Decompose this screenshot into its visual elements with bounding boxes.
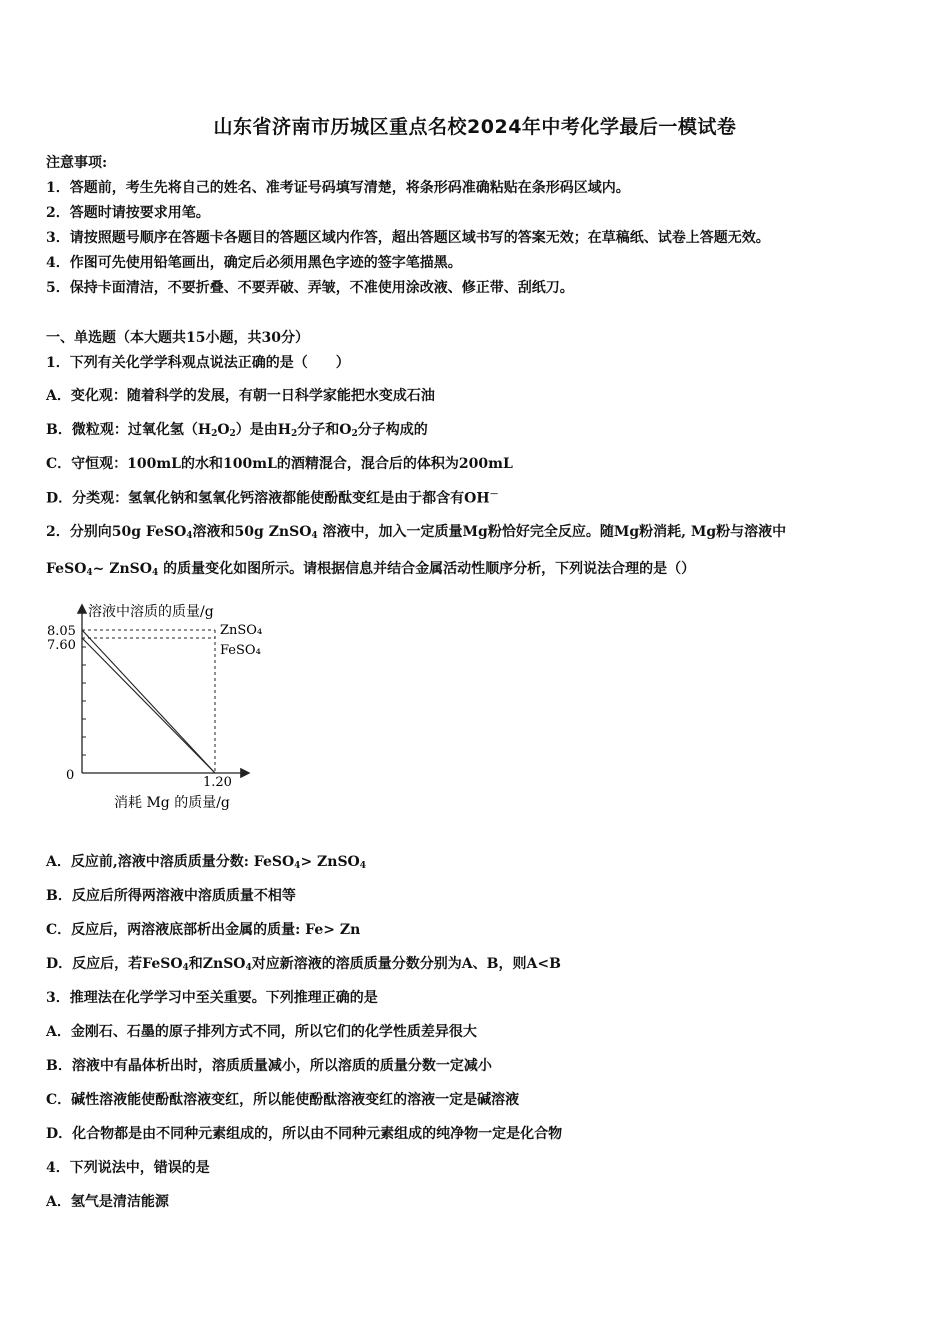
- section-heading: 一、单选题（本大题共15小题，共30分）: [46, 330, 309, 346]
- question-1-option-b: B．微粒观：过氧化氢$(H_2O_2)$是由$H_2$分子和$O_2$分子构成的: [46, 422, 428, 439]
- question-3-option-a: A．金刚石、石墨的原子排列方式不同，所以它们的化学性质差异很大: [46, 1024, 477, 1040]
- notice-header: 注意事项:: [46, 155, 108, 171]
- series-feso4-line: [82, 638, 215, 773]
- question-3-option-c: C．碱性溶液能使酚酞溶液变红，所以能使酚酞溶液变红的溶液一定是碱溶液: [46, 1092, 520, 1108]
- question-1-option-c: C．守恒观：100mL的水和100mL的酒精混合，混合后的体积为200mL: [46, 456, 513, 472]
- page-title: 山东省济南市历城区重点名校2024年中考化学最后一模试卷: [213, 116, 737, 138]
- question-1-option-d: D．分类观：氢氧化钠和氢氧化钙溶液都能使酚酞变红是由于都含有OH－: [46, 490, 499, 507]
- notice-item: 3．请按照题号顺序在答题卡各题目的答题区域内作答，超出答题区域书写的答案无效；在草稿纸、试卷上答题无效。: [46, 230, 770, 246]
- mass-chart: [40, 596, 290, 818]
- series-znso4-label: ZnSO₄: [220, 623, 263, 638]
- x-axis-label: 消耗 Mg 的质量/g: [114, 795, 230, 811]
- notice-item: 2．答题时请按要求用笔。: [46, 205, 210, 221]
- x-tick-label: 1.20: [203, 775, 232, 790]
- question-2-stem-line1: 2．分别向50g FeSO$_4$溶液和50g ZnSO$_4$ 溶液中，加入一定质量Mg粉恰好完全反应。随Mg粉消耗, Mg粉与溶液中: [46, 524, 787, 541]
- y-tick-label: 8.05: [47, 624, 76, 639]
- question-2-option-a: A．反应前,溶液中溶质质量分数: FeSO$_4$> ZnSO$_4$: [46, 854, 367, 871]
- question-4-option-a: A．氢气是清洁能源: [46, 1194, 169, 1210]
- series-znso4-line: [82, 630, 215, 773]
- question-1-option-a: A．变化观：随着科学的发展，有朝一日科学家能把水变成石油: [46, 388, 435, 404]
- notice-item: 1．答题前，考生先将自己的姓名、准考证号码填写清楚，将条形码准确粘贴在条形码区域内。: [46, 180, 630, 196]
- question-1-stem: 1．下列有关化学学科观点说法正确的是（ ）: [46, 355, 350, 371]
- question-2-stem-line2: FeSO$_4$~ ZnSO$_4$ 的质量变化如图所示。请根据信息并结合金属活动性顺序分析，下列说法合理的是（）: [46, 561, 696, 578]
- question-3-stem: 3．推理法在化学学习中至关重要。下列推理正确的是: [46, 990, 378, 1006]
- chart-svg: [40, 596, 290, 818]
- question-2-option-b: B．反应后所得两溶液中溶质质量不相等: [46, 888, 296, 904]
- question-3-option-b: B．溶液中有晶体析出时，溶质质量减小，所以溶质的质量分数一定减小: [46, 1058, 492, 1074]
- notice-item: 5．保持卡面清洁，不要折叠、不要弄破、弄皱，不准使用涂改液、修正带、刮纸刀。: [46, 280, 574, 296]
- question-2-option-d: D．反应后，若FeSO$_4$和ZnSO$_4$对应新溶液的溶质质量分数分别为A、B，则A<B: [46, 956, 561, 973]
- notice-item: 4．作图可先使用铅笔画出，确定后必须用黑色字迹的签字笔描黑。: [46, 255, 462, 271]
- question-4-stem: 4．下列说法中，错误的是: [46, 1160, 210, 1176]
- origin-label: 0: [66, 768, 75, 783]
- question-2-option-c: C．反应后，两溶液底部析出金属的质量: Fe> Zn: [46, 922, 361, 938]
- y-tick-label: 7.60: [47, 637, 76, 653]
- series-feso4-label: FeSO₄: [220, 642, 261, 658]
- question-3-option-d: D．化合物都是由不同种元素组成的，所以由不同种元素组成的纯净物一定是化合物: [46, 1126, 563, 1142]
- y-axis-label: 溶液中溶质的质量/g: [88, 604, 214, 620]
